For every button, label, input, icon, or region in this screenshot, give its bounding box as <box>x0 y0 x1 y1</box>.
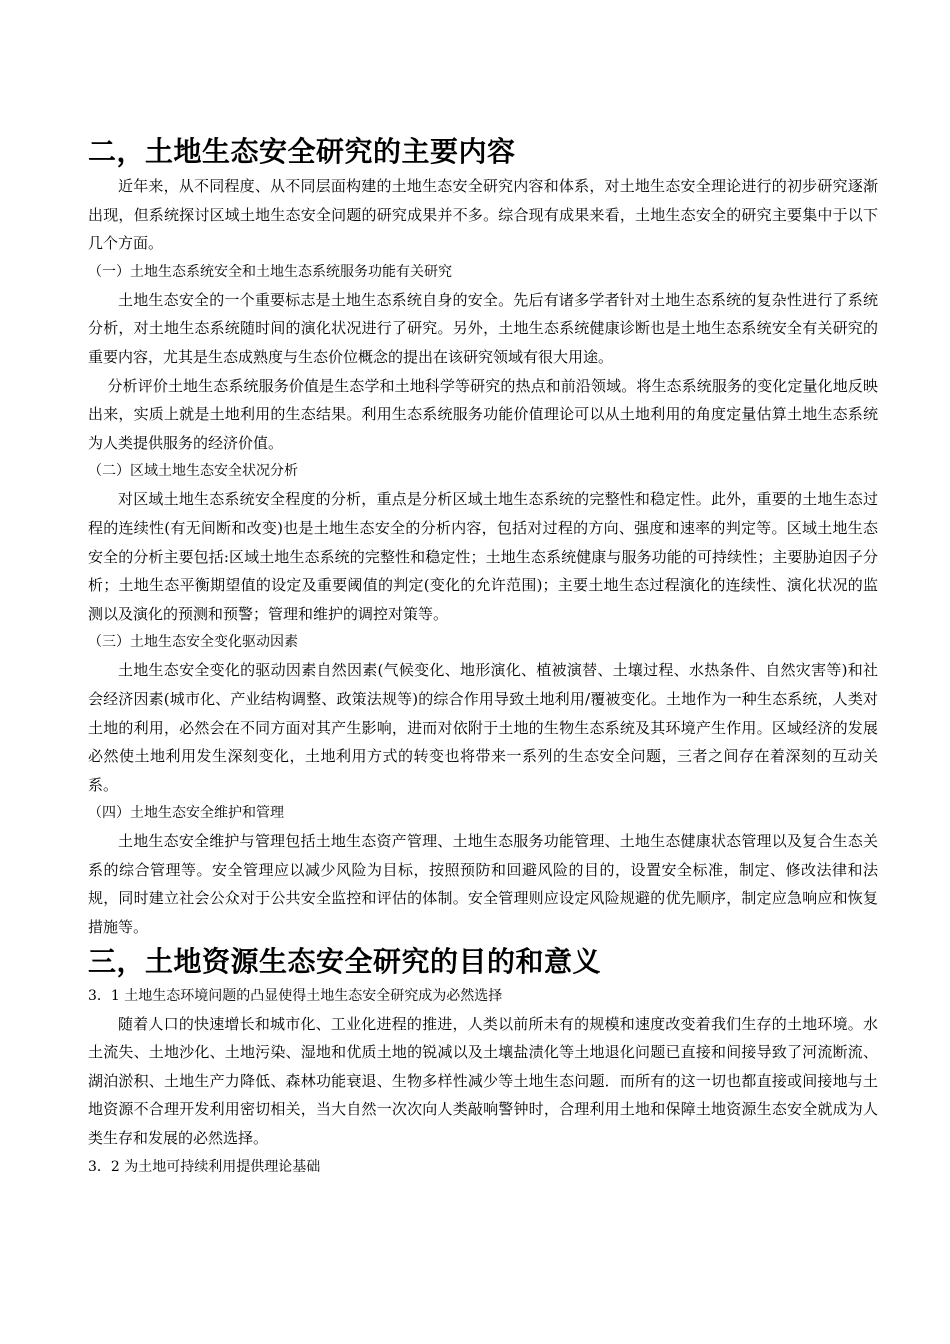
subsection-2-title: （二）区域土地生态安全状况分析 <box>88 463 298 480</box>
section-2-heading: 二，土地生态安全研究的主要内容 <box>88 135 516 168</box>
subsection-3-1-title: 3．1 土地生态环境问题的凸显使得土地生态安全研究成为必然选择 <box>88 987 503 1004</box>
subsection-3-paragraph-1: 土地生态安全变化的驱动因素自然因素(气候变化、地形演化、植被演替、土壤过程、水热条件、自然灾害等)和社会经济因素(城市化、产业结构调整、政策法规等)的综合作用导致土地利用/覆被变化。土地作为一种生态系统，人类对土地的利用，必然会在不同方面对其产生影响，进而对依附于土地的生物生态系统及其环境产生作用。区域经济的发展必然使土地利用发生深刻变化，土地利用方式的转变也将带来一系列的生态安全问题，三者之间存在着深刻的互动关系。 <box>88 661 878 794</box>
subsection-3-2-title: 3．2 为土地可持续利用提供理论基础 <box>88 1158 321 1175</box>
document-page <box>88 132 878 1181</box>
subsection-2-paragraph-1: 对区域土地生态系统安全程度的分析，重点是分析区域土地生态系统的完整性和稳定性。此外，重要的土地生态过程的连续性(有无间断和改变)也是土地生态安全的分析内容，包括对过程的方向、强度和速率的判定等。区域土地生态安全的分析主要包括:区域土地生态系统的完整性和稳定性；土地生态系统健康与服务功能的可持续性；主要胁迫因子分析；土地生态平衡期望值的设定及重要阈值的判定(变化的允许范围)；主要土地生态过程演化的连续性、演化状况的监测以及演化的预测和预警；管理和维护的调控对策等。 <box>88 490 878 623</box>
subsection-1-paragraph-2: 分析评价土地生态系统服务价值是生态学和土地科学等研究的热点和前沿领域。将生态系统服务的变化定量化地反映出来，实质上就是土地利用的生态结果。利用生态系统服务功能价值理论可以从土地利用的角度定量估算土地生态系统为人类提供服务的经济价值。 <box>88 376 878 452</box>
subsection-1-paragraph-1: 土地生态安全的一个重要标志是土地生态系统自身的安全。先后有诸多学者针对土地生态系统的复杂性进行了系统分析，对土地生态系统随时间的演化状况进行了研究。另外，土地生态系统健康诊断也是土地生态系统安全有关研究的重要内容，尤其是生态成熟度与生态价位概念的提出在该研究领域有很大用途。 <box>88 290 878 366</box>
subsection-3-1-paragraph-1: 随着人口的快速增长和城市化、工业化进程的推进，人类以前所未有的规模和速度改变着我们生存的土地环境。水土流失、土地沙化、土地污染、湿地和优质土地的锐减以及土壤盐渍化等土地退化问题已直接和间接导致了河流断流、湖泊淤积、土地生产力降低、森林功能衰退、生物多样性减少等土地生态问题．而所有的这一切也都直接或间接地与土地资源不合理开发利用密切相关，当大自然一次次向人类敲响警钟时，合理利用土地和保障土地资源生态安全就成为人类生存和发展的必然选择。 <box>88 1014 878 1148</box>
subsection-1-title: （一）土地生态系统安全和土地生态系统服务功能有关研究 <box>88 263 452 280</box>
section-2-intro: 近年来，从不同程度、从不同层面构建的土地生态安全研究内容和体系，对土地生态安全理论进行的初步研究逐渐出现，但系统探讨区域土地生态安全问题的研究成果并不多。综合现有成果来看，土地生态安全的研究主要集中于以下几个方面。 <box>88 177 878 253</box>
subsection-4-title: （四）土地生态安全维护和管理 <box>88 805 284 822</box>
subsection-4-paragraph-1: 土地生态安全维护与管理包括土地生态资产管理、土地生态服务功能管理、土地生态健康状态管理以及复合生态关系的综合管理等。安全管理应以减少风险为目标，按照预防和回避风险的目的，设置安全标准，制定、修改法律和法规，同时建立社会公众对于公共安全监控和评估的体制。安全管理则应设定风险规避的优先顺序，制定应急响应和恢复措施等。 <box>88 832 878 937</box>
subsection-3-title: （三）土地生态安全变化驱动因素 <box>88 634 298 651</box>
section-3-heading: 三，土地资源生态安全研究的目的和意义 <box>88 944 602 978</box>
